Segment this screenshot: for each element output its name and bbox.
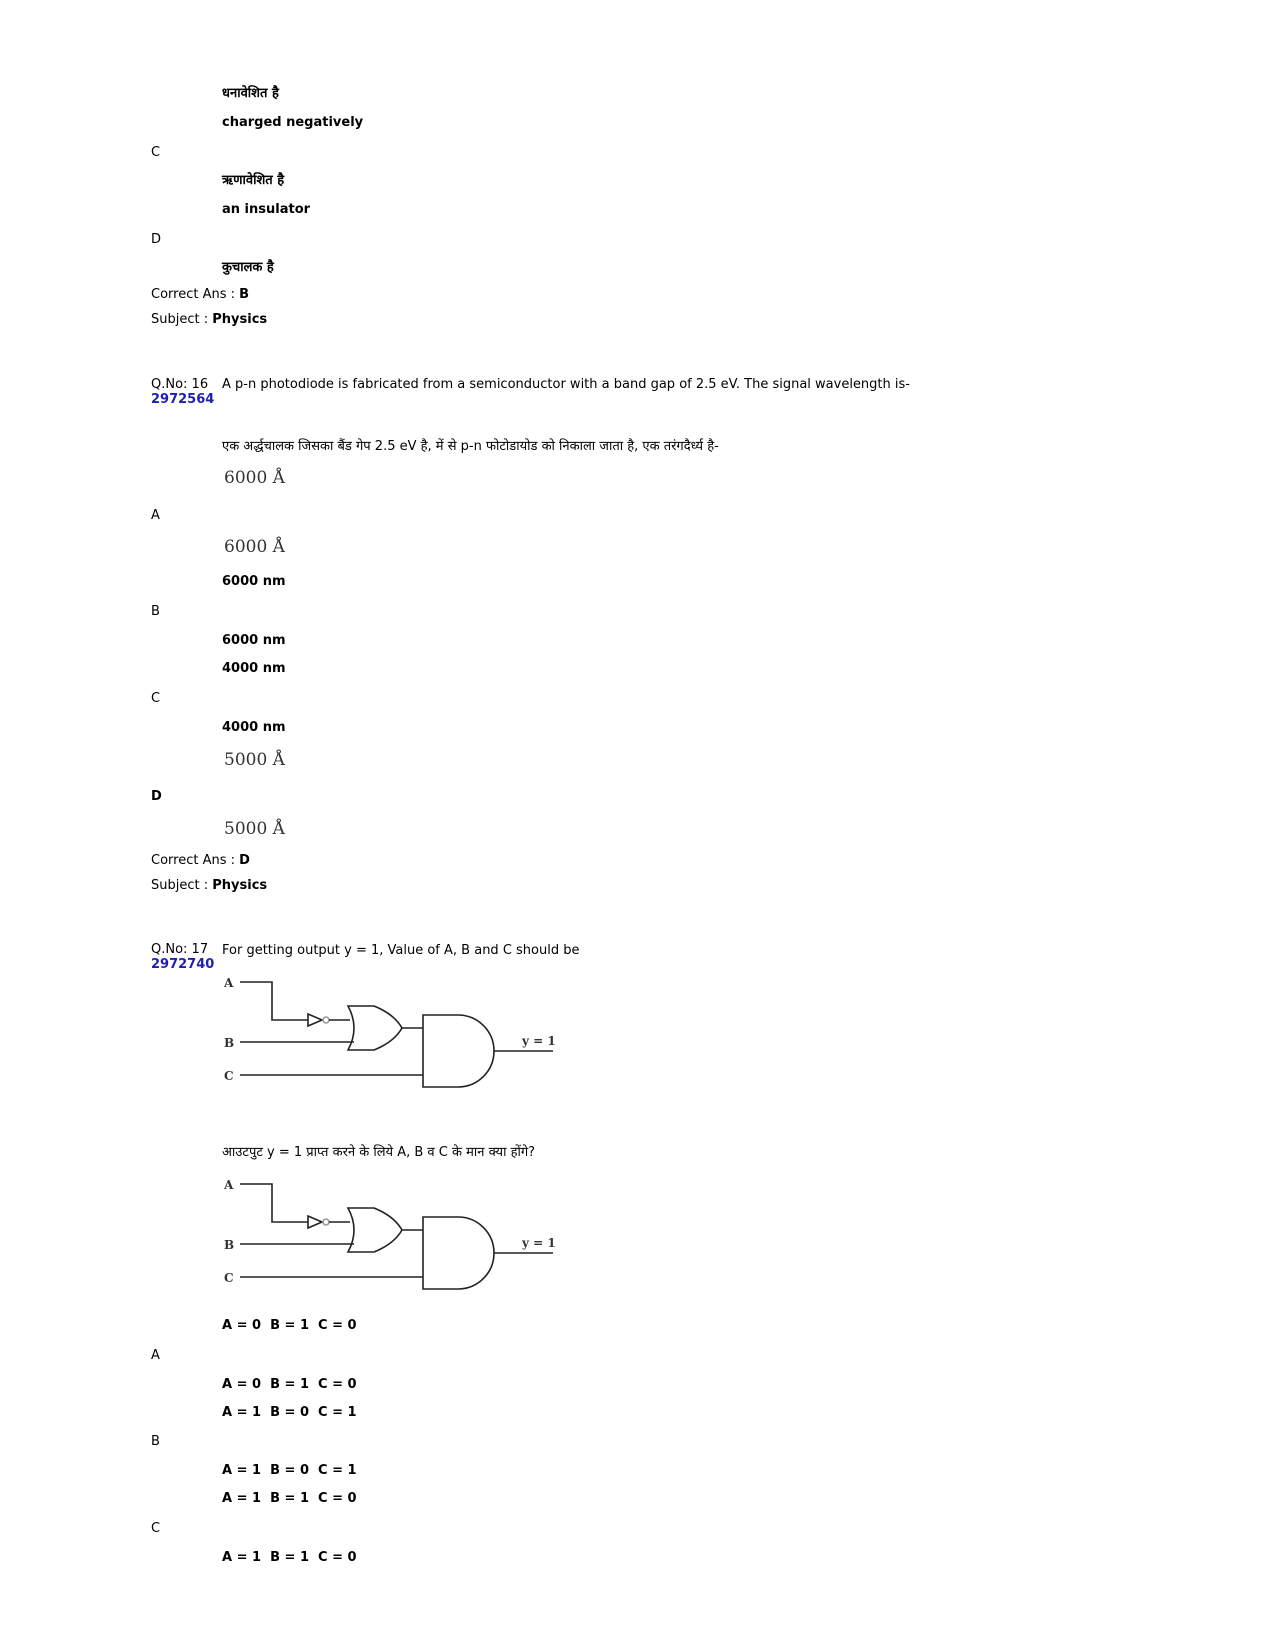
q17-question-english: For getting output y = 1, Value of A, B and C should be (222, 943, 580, 958)
q15-option-c-label: C (151, 145, 161, 160)
logic-circuit-svg (220, 970, 560, 1110)
logic-circuit-diagram-hindi (220, 1172, 560, 1312)
not-gate (308, 1014, 322, 1026)
label-input-b: B (224, 1036, 235, 1050)
q16-option-b-english: 6000 nm (222, 574, 286, 589)
q16-option-c-label: C (151, 691, 161, 706)
label-input-c: C (224, 1271, 234, 1285)
not-gate (308, 1216, 322, 1228)
q17-question-hindi: आउटपुट y = 1 प्राप्त करने के लिये A, B व C के मान क्या होंगे? (222, 1145, 536, 1160)
q17-question-id[interactable]: 2972740 (151, 957, 215, 972)
or-gate (348, 1006, 402, 1050)
q16-option-d-english: 5000 Å (224, 750, 285, 770)
wire-a (240, 1184, 308, 1222)
label-output: y = 1 (522, 1236, 556, 1250)
q17-option-c-english: A = 1 B = 1 C = 0 (222, 1491, 357, 1506)
or-gate (348, 1208, 402, 1252)
q16-option-d-label: D (151, 789, 162, 804)
q16-option-a-hindi: 6000 Å (224, 537, 285, 557)
q17-option-b-label: B (151, 1434, 160, 1449)
q17-option-b-hindi: A = 1 B = 0 C = 1 (222, 1463, 357, 1478)
q16-question-hindi: एक अर्द्धचालक जिसका बैंड गेप 2.5 eV है, में से p-n फोटोडायोड को निकाला जाता है, एक तरंगदैर्ध्य है- (222, 439, 719, 454)
label-output: y = 1 (522, 1034, 556, 1048)
q17-option-b-english: A = 1 B = 0 C = 1 (222, 1405, 357, 1420)
q15-option-d-english: an insulator (222, 202, 311, 217)
q15-option-c-hindi: ऋणावेशित है (222, 173, 285, 188)
logic-circuit-svg-hindi (220, 1172, 560, 1312)
label-input-a: A (224, 976, 234, 990)
q15-correct-answer: Correct Ans : B (151, 287, 250, 302)
q17-option-a-label: A (151, 1348, 160, 1363)
q17-option-a-english: A = 0 B = 1 C = 0 (222, 1318, 357, 1333)
q15-subject: Subject : Physics (151, 312, 268, 327)
q17-option-c-label: C (151, 1521, 161, 1536)
and-gate (423, 1217, 494, 1289)
q16-option-b-label: B (151, 604, 160, 619)
q15-option-b-hindi: धनावेशित है (222, 86, 279, 101)
q16-question-english: A p-n photodiode is fabricated from a semiconductor with a band gap of 2.5 eV. The signal wavelength is- (222, 377, 910, 392)
q16-correct-answer: Correct Ans : D (151, 853, 250, 868)
label-input-c: C (224, 1069, 234, 1083)
label-input-b: B (224, 1238, 235, 1252)
q16-question-id[interactable]: 2972564 (151, 392, 215, 407)
q16-option-b-hindi: 6000 nm (222, 633, 286, 648)
q16-option-d-hindi: 5000 Å (224, 819, 285, 839)
q16-subject: Subject : Physics (151, 878, 268, 893)
q15-option-d-hindi: कुचालक है (222, 260, 274, 275)
q15-option-c-english: charged negatively (222, 115, 364, 130)
wire-a (240, 982, 308, 1020)
q16-option-c-english: 4000 nm (222, 661, 286, 676)
q17-option-c-hindi: A = 1 B = 1 C = 0 (222, 1550, 357, 1565)
logic-circuit-diagram (220, 970, 560, 1110)
q15-option-d-label: D (151, 232, 162, 247)
q16-option-c-hindi: 4000 nm (222, 720, 286, 735)
and-gate (423, 1015, 494, 1087)
q17-number: Q.No: 17 (151, 942, 209, 957)
q16-option-a-label: A (151, 508, 160, 523)
q16-option-a-english: 6000 Å (224, 468, 285, 488)
label-input-a: A (224, 1178, 234, 1192)
q16-number: Q.No: 16 (151, 377, 209, 392)
q17-option-a-hindi: A = 0 B = 1 C = 0 (222, 1377, 357, 1392)
